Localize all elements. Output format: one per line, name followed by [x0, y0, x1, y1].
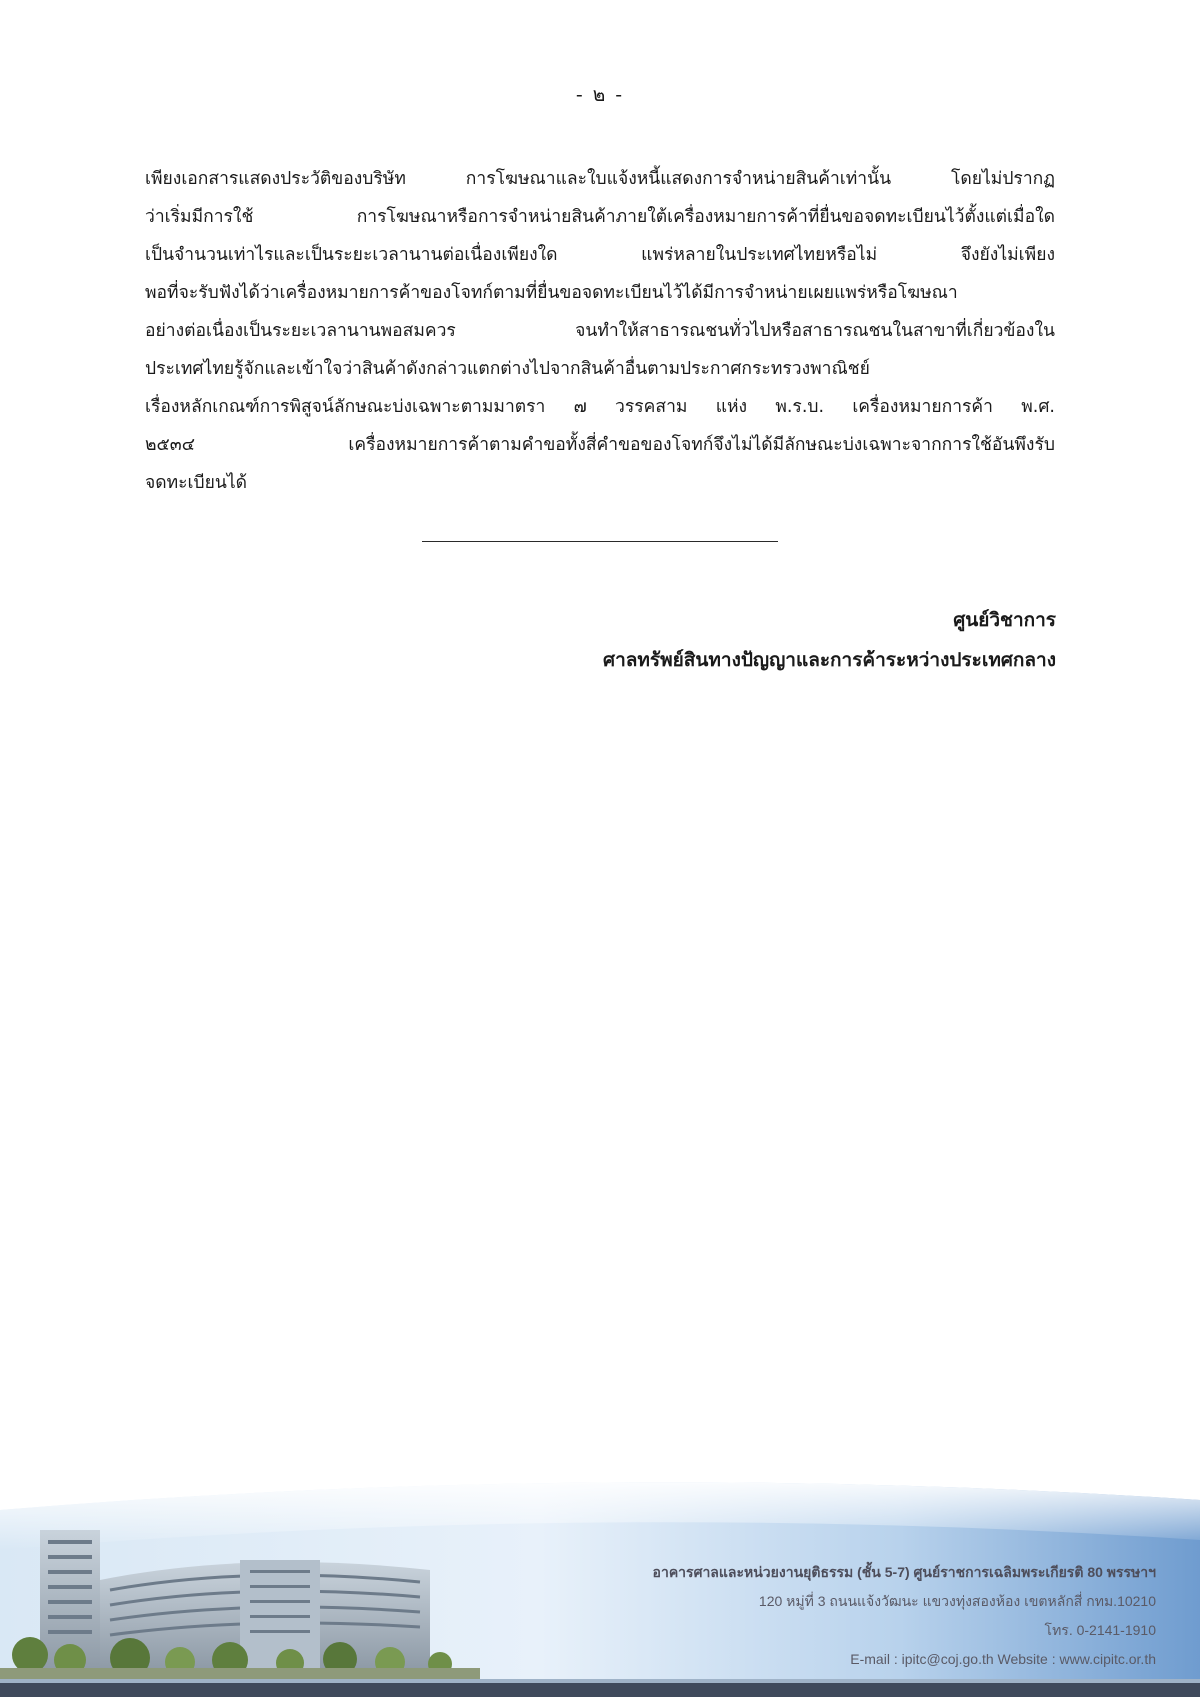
footer-address-line2: 120 หมู่ที่ 3 ถนนแจ้งวัฒนะ แขวงทุ่งสองห้อง เขตหลักสี่ กทม.10210: [758, 1593, 1156, 1609]
footer-contact: [653, 1558, 1156, 1674]
footer-address-line1: อาคารศาลและหน่วยงานยุติธรรม (ชั้น 5-7) ศูนย์ราชการเฉลิมพระเกียรติ 80 พรรษาฯ: [652, 1564, 1156, 1580]
footer-phone: โทร. 0-2141-1910: [1044, 1622, 1156, 1638]
body-line: เป็นจำนวนเท่าไรและเป็นระยะเวลานานต่อเนื่องเพียงใด แพร่หลายในประเทศไทยหรือไม่ จึงยังไม่เพียง: [145, 245, 1055, 265]
page-number: - ๒ -: [575, 84, 625, 106]
body-line: ๒๕๓๔ เครื่องหมายการค้าตามคำขอทั้งสี่คำขอของโจทก์จึงไม่ได้มีลักษณะบ่งเฉพาะจากการใช้อันพึงรับ: [145, 435, 1055, 455]
footer-banner: [0, 1470, 1200, 1697]
body-paragraph: [145, 160, 1055, 502]
body-line: อย่างต่อเนื่องเป็นระยะเวลานานพอสมควร จนทำให้สาธารณชนทั่วไปหรือสาธารณชนในสาขาที่เกี่ยวข้องใน: [145, 321, 1055, 341]
signature-court: ศาลทรัพย์สินทางปัญญาและการค้าระหว่างประเทศกลาง: [603, 649, 1056, 671]
body-line: จดทะเบียนได้: [145, 473, 248, 493]
signature-block: [603, 600, 1056, 680]
signature-department: ศูนย์วิชาการ: [953, 609, 1056, 631]
footer-email-website: E-mail : ipitc@coj.go.th Website : www.cipitc.or.th: [850, 1651, 1156, 1667]
body-line: ประเทศไทยรู้จักและเข้าใจว่าสินค้าดังกล่าวแตกต่างไปจากสินค้าอื่นตามประกาศกระทรวงพาณิชย์: [145, 359, 870, 379]
body-line: เรื่องหลักเกณฑ์การพิสูจน์ลักษณะบ่งเฉพาะตามมาตรา ๗ วรรคสาม แห่ง พ.ร.บ. เครื่องหมายการค้า พ.ศ.: [145, 397, 1055, 417]
separator-line: [422, 541, 778, 542]
body-line: เพียงเอกสารแสดงประวัติของบริษัท การโฆษณาและใบแจ้งหนี้แสดงการจำหน่ายสินค้าเท่านั้น โดยไม่ปรากฏ: [145, 169, 1055, 189]
body-line: พอที่จะรับฟังได้ว่าเครื่องหมายการค้าของโจทก์ตามที่ยื่นขอจดทะเบียนไว้ได้มีการจำหน่ายเผยแพร่หรือโฆษณา: [145, 283, 958, 303]
body-line: ว่าเริ่มมีการใช้ การโฆษณาหรือการจำหน่ายสินค้าภายใต้เครื่องหมายการค้าที่ยื่นขอจดทะเบียนไว้ตั้งแต่เมื่อใด: [145, 207, 1055, 227]
